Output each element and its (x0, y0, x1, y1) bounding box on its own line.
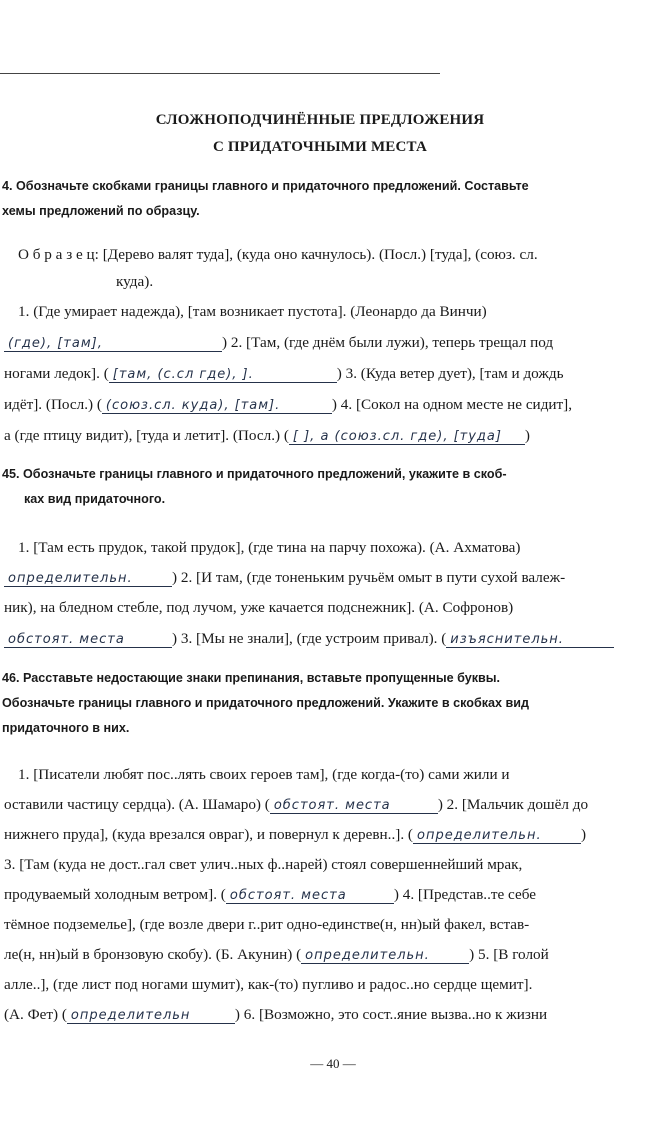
ex45-task (2, 462, 642, 512)
page-title-line1: СЛОЖНОПОДЧИНЁННЫЕ ПРЕДЛОЖЕНИЯ (155, 112, 485, 128)
ex44-answer-2: [там, (с.сл где), ]. (109, 367, 337, 383)
ex44-sentence-4-end: а (где птицу видит), [туда и летит]. (Посл.) ( (4, 427, 289, 444)
ex44-task-line1: 4. Обозначьте скобками границы главного и придаточного предложений. Составьте (2, 179, 529, 193)
ex45-sentence-1: 1. [Там есть прудок, такой прудок], (где тина на парчу похожа). (А. Ахматова) (18, 539, 521, 556)
ex46-task-line1: 46. Расставьте недостающие знаки препинания, вставьте пропущенные буквы. (2, 671, 501, 685)
ex46-task-line3: придаточного в них. (2, 721, 130, 735)
ex44-answer-4: [ ], а (союз.сл. где), [туда] (289, 429, 525, 445)
ex46-sentence-2-cont: нижнего пруда], (куда врезался овраг), и повернул к деревн..]. ( (4, 826, 413, 843)
ex46-row-9 (4, 1006, 547, 1024)
ex44-sentence-2-end: ногами ледок]. ( (4, 365, 109, 382)
ex44-close-paren: ) (524, 427, 530, 444)
ex44-sentence-4: ) 4. [Сокол на одном месте не сидит], (331, 396, 573, 413)
ex46-row-7 (4, 946, 549, 964)
page-number: — 40 — (310, 1056, 356, 1071)
ex46-answer-1: обстоят. места (270, 798, 438, 814)
ex46-answer-5: определительн (67, 1008, 235, 1024)
ex46-sentence-4-end: ле(н, нн)ый в бронзовую скобу). (Б. Акунин) ( (4, 946, 302, 963)
ex46-answer-2: определительн. (413, 828, 581, 844)
ex44-sample-line2: куда). (116, 273, 154, 290)
ex46-row-3 (4, 826, 586, 844)
ex45-row-4 (4, 630, 614, 648)
ex45-task-line2: ках вид придаточного. (24, 492, 166, 506)
ex46-sentence-5-end: (А. Фет) ( (4, 1006, 67, 1023)
ex44-answer-3: (союз.сл. куда), [там]. (102, 398, 332, 414)
ex45-answer-3: изъяснительн. (446, 632, 614, 648)
ex44-row-3 (4, 365, 564, 383)
ex44-sentence-3: ) 3. (Куда ветер дует), [там и дождь (336, 365, 564, 382)
ex46-answer-4: определительн. (301, 948, 469, 964)
ex44-row-2 (4, 334, 553, 352)
ex46-close-paren-2: ) (580, 826, 587, 843)
ex46-row-5 (4, 886, 536, 904)
ex46-sentence-5: ) 5. [В голой (469, 946, 549, 963)
ex44-row-4 (4, 396, 572, 414)
top-rule (0, 73, 440, 74)
ex44-sentence-1: 1. (Где умирает надежда), [там возникает пустота]. (Леонардо да Винчи) (18, 303, 487, 320)
ex46-sentence-4-cont: тёмное подземелье], (где возле двери г..рит одно-единстве(н, нн)ый факел, встав- (4, 916, 530, 933)
ex46-task-line2: Обозначьте границы главного и придаточного предложений. Укажите в скобках вид (2, 696, 530, 710)
ex44-task-line2: хемы предложений по образцу. (2, 204, 200, 218)
ex44-sample-line1: О б р а з е ц: [Дерево валят туда], (куда оно качнулось). (Посл.) [туда], (союз. сл. (18, 246, 538, 263)
ex44-answer-1: (где), [там], (4, 336, 222, 352)
ex46-sentence-4: ) 4. [Представ..те себе (393, 886, 536, 903)
ex46-sentence-1-end: оставили частицу сердца). (А. Шамаро) ( (4, 796, 270, 813)
ex46-sentence-3: 3. [Там (куда не дост..гал свет улич..ных ф..нарей) стоял совершеннейший мрак, (4, 856, 523, 873)
ex45-task-line1: 45. Обозначьте границы главного и придаточного предложений, укажите в скоб- (2, 467, 507, 481)
ex44-sentence-2: ) 2. [Там, (где днём были лужи), теперь трещал под (222, 334, 554, 351)
ex44-row-5 (4, 427, 530, 445)
ex46-sentence-1: 1. [Писатели любят пос..лять своих героев там], (где когда-(то) сами жили и (18, 766, 510, 783)
ex45-row-2 (4, 569, 565, 587)
ex45-answer-1: определительн. (4, 571, 172, 587)
ex44-sentence-3-end: идёт]. (Посл.) ( (4, 396, 102, 413)
ex46-answer-3: обстоят. места (226, 888, 394, 904)
ex45-sentence-2: ) 2. [И там, (где тоненьким ручьём омыт в пути сухой валеж- (172, 569, 566, 586)
ex46-sentence-3-end: продуваемый холодным ветром]. ( (4, 886, 226, 903)
ex45-sentence-3: ) 3. [Мы не знали], (где устроим привал). ( (172, 630, 447, 647)
ex44-task (2, 174, 642, 224)
ex45-sentence-2-cont: ник), на бледном стебле, под лучом, уже качается подснежник]. (А. Софронов) (4, 599, 514, 616)
ex46-sentence-5-cont: алле..], (где лист под ногами шумит), как-(то) пугливо и радос..но сердце щемит]. (4, 976, 533, 993)
ex46-sentence-2: ) 2. [Мальчик дошёл до (437, 796, 589, 813)
page-title-line2: С ПРИДАТОЧНЫМИ МЕСТА (212, 139, 428, 155)
ex45-answer-2: обстоят. места (4, 632, 172, 648)
ex46-task (2, 666, 642, 741)
ex46-sentence-6: ) 6. [Возможно, это сост..яние вызва..но к жизни (234, 1006, 548, 1023)
ex46-row-2 (4, 796, 588, 814)
